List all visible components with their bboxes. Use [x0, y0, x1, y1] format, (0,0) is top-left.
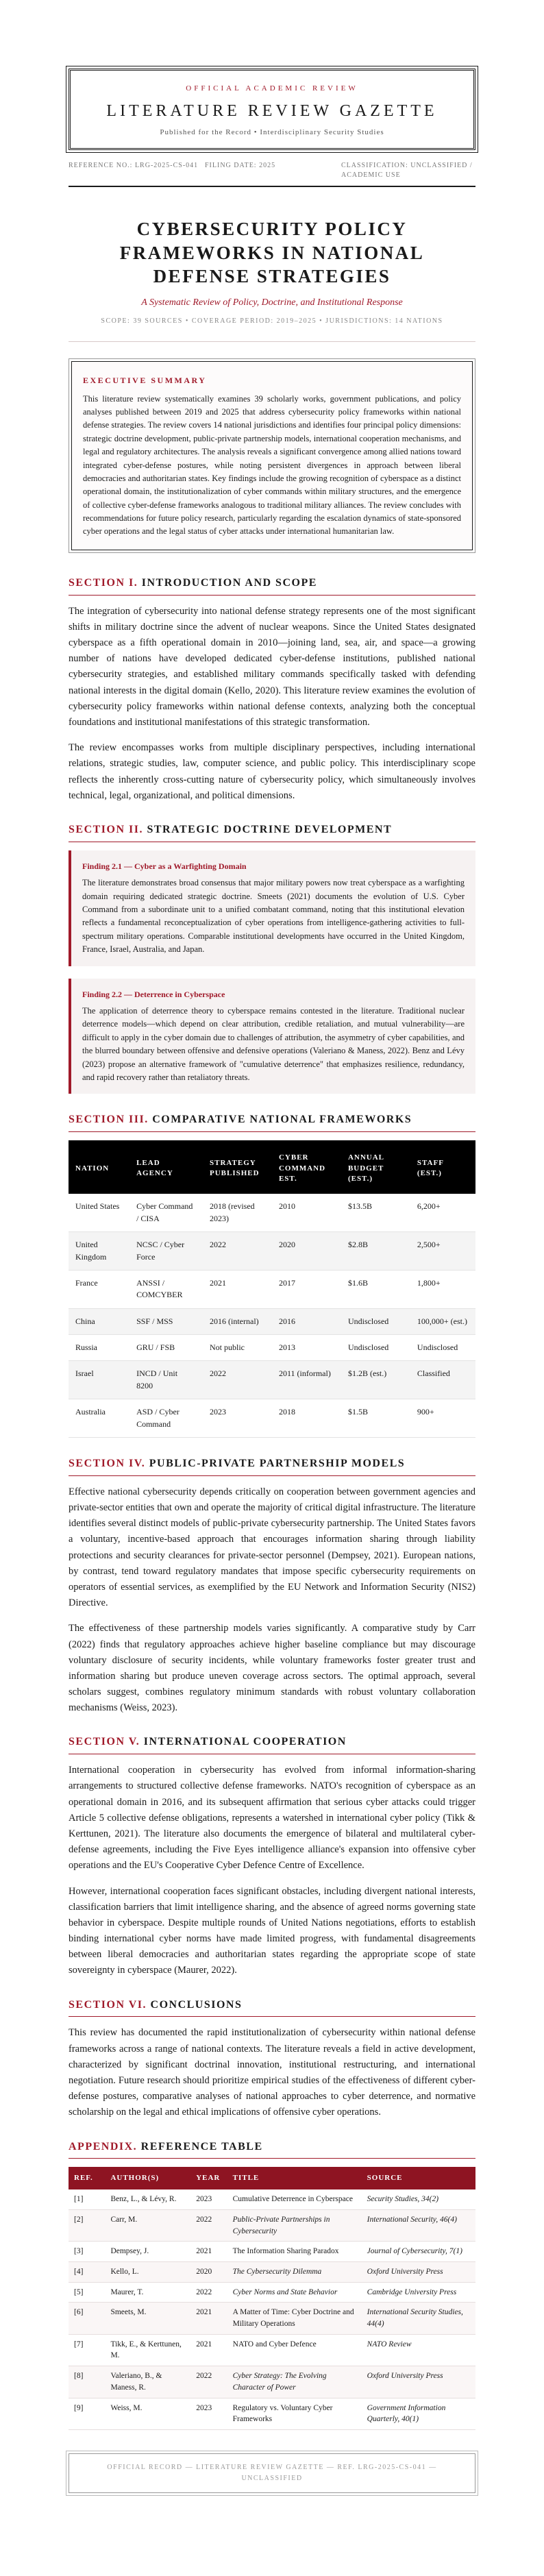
finding-text: The literature demonstrates broad consensus that major military powers now treat cyberspace as a warfighting domain requiring dedicated strategic doctrine. Smeets (2021) documents the evolution of U.S. Cyber Command from a subordinate unit to a unified combatant command, noting that this institutional elevation reflects a fundamental reconceptualization of cyber operations from intelligence-gathering activities to full-spectrum military operations. Comparable institutional developments have occurred in the United Kingdom, France, Israel, Australia, and Japan. — [82, 878, 465, 955]
table-cell: Israel — [69, 1361, 129, 1399]
table-row — [69, 2334, 475, 2366]
section-public-private — [69, 1456, 475, 1716]
table-cell: 2020 — [190, 2262, 227, 2283]
table-cell: 2023 — [190, 2398, 227, 2429]
table-cell: Regulatory vs. Voluntary Cyber Frameworks — [227, 2398, 362, 2429]
masthead — [69, 69, 475, 150]
table-cell: $1.6B — [341, 1270, 410, 1308]
table-cell: Dempsey, J. — [105, 2242, 190, 2262]
column-header: ANNUAL BUDGET (EST.) — [341, 1140, 410, 1194]
section-number: SECTION VI. — [69, 1998, 147, 2011]
table-row — [69, 1361, 475, 1399]
table-cell: Maurer, T. — [105, 2282, 190, 2303]
table-cell: Tikk, E., & Kerttunen, M. — [105, 2334, 190, 2366]
table-row — [69, 1270, 475, 1308]
table-cell: 2022 — [203, 1232, 272, 1271]
section-title: STRATEGIC DOCTRINE DEVELOPMENT — [147, 823, 393, 835]
table-cell: ASD / Cyber Command — [129, 1399, 203, 1438]
table-cell: Classified — [410, 1361, 475, 1399]
table-cell: NATO Review — [362, 2334, 475, 2366]
section-reference-table — [69, 2139, 475, 2430]
section-title: INTERNATIONAL COOPERATION — [143, 1736, 347, 1748]
table-cell: [7] — [69, 2334, 105, 2366]
section-number: SECTION V. — [69, 1736, 140, 1748]
section-number: SECTION II. — [69, 823, 143, 835]
national-frameworks-table — [69, 1140, 475, 1438]
table-cell: [3] — [69, 2242, 105, 2262]
page-title: CYBERSECURITY POLICY FRAMEWORKS IN NATIONAL DEFENSE STRATEGIES — [119, 219, 425, 287]
section-number: SECTION I. — [69, 576, 138, 589]
table-cell: France — [69, 1270, 129, 1308]
table-row — [69, 1308, 475, 1334]
table-cell: NATO and Cyber Defence — [227, 2334, 362, 2366]
table-cell: $1.5B — [341, 1399, 410, 1438]
paragraph: Effective national cybersecurity depends critically on cooperation between government agencies and private-sector entities that own and operate the majority of critical digital infrastructure. The literature identifies several distinct models of public-private cybersecurity partnership. The United States favors a voluntary, incentive-based approach that encourages information sharing through liability protections and security clearances for private-sector personnel (Dempsey, 2021). European nations, by contrast, tend toward regulatory mandates that impose specific cybersecurity requirements on operators of essential services, as exemplified by the EU Network and Information Security (NIS2) Directive. — [69, 1486, 475, 1609]
section-international-cooperation — [69, 1734, 475, 1978]
table-cell: $2.8B — [341, 1232, 410, 1271]
section-number: APPENDIX. — [69, 2140, 138, 2152]
table-cell: Public-Private Partnerships in Cybersecurity — [227, 2210, 362, 2242]
table-cell: Australia — [69, 1399, 129, 1438]
table-cell: 900+ — [410, 1399, 475, 1438]
table-cell: Government Information Quarterly, 40(1) — [362, 2398, 475, 2429]
table-cell: $1.2B (est.) — [341, 1361, 410, 1399]
table-cell: Weiss, M. — [105, 2398, 190, 2429]
table-cell: Benz, L., & Lévy, R. — [105, 2189, 190, 2209]
table-cell: 2,500+ — [410, 1232, 475, 1271]
classification: CLASSIFICATION: UNCLASSIFIED / ACADEMIC USE — [341, 162, 473, 180]
reference-number: REFERENCE NO.: LRG-2025-CS-041 — [69, 162, 199, 170]
table-cell: 2020 — [272, 1232, 341, 1271]
column-header: NATION — [69, 1140, 129, 1194]
executive-summary-text: This literature review systematically examines 39 scholarly works, government publications, and policy analyses published between 2019 and 2025 that address cybersecurity policy frameworks within national defense strategies. The review covers 14 national jurisdictions and identifies four principal policy dimensions: strategic doctrine development, public-private partnership models, international cooperation mechanisms, and legal and regulatory architectures. The analysis reveals a significant convergence among allied nations toward integrated cyber-defense postures, while noting persistent divergences in approach between liberal democracies and authoritarian states. Key findings include the growing recognition of cyberspace as a distinct operational domain, the institutionalization of cyber commands within military structures, and the emergence of collective cyber-defense frameworks analogous to traditional military alliances. The review concludes with recommendations for future policy research, particularly regarding the escalation dynamics of state-sponsored cyber operations and the legal status of cyber attacks under international humanitarian law. — [83, 393, 461, 537]
table-cell: The Information Sharing Paradox — [227, 2242, 362, 2262]
section-heading — [69, 1456, 475, 1476]
section-heading — [69, 1734, 475, 1754]
column-header: LEAD AGENCY — [129, 1140, 203, 1194]
section-title: CONCLUSIONS — [150, 1998, 243, 2011]
page-subtitle: A Systematic Review of Policy, Doctrine, and Institutional Response — [141, 297, 403, 308]
column-header: TITLE — [227, 2167, 362, 2189]
finding-title: Finding 2.1 — Cyber as a Warfighting Domain — [82, 861, 247, 871]
table-cell: 2016 — [272, 1308, 341, 1334]
table-cell: [1] — [69, 2189, 105, 2209]
section-title: COMPARATIVE NATIONAL FRAMEWORKS — [152, 1114, 412, 1126]
table-row — [69, 1194, 475, 1231]
table-cell: Cyber Strategy: The Evolving Character of Power — [227, 2366, 362, 2398]
table-cell: Cyber Norms and State Behavior — [227, 2282, 362, 2303]
table-cell: ANSSI / COMCYBER — [129, 1270, 203, 1308]
section-conclusions — [69, 1997, 475, 2121]
table-cell: Cyber Command / CISA — [129, 1194, 203, 1231]
table-cell: Smeets, M. — [105, 2303, 190, 2334]
section-introduction — [69, 575, 475, 804]
column-header: AUTHOR(S) — [105, 2167, 190, 2189]
title-block — [69, 187, 475, 342]
paragraph: The integration of cybersecurity into national defense strategy represents one of the most significant shifts in military doctrine since the advent of nuclear weapons. Since the United States designated cyberspace as a fifth operational domain in 2010—joining land, sea, air, and space—a growing number of nations have developed dedicated cyber-defense institutions, published national cybersecurity strategies, and established military commands specifically tasked with defending national interests in the digital domain (Kello, 2020). This literature review examines the evolution of cybersecurity policy frameworks within national defense contexts, analyzing both the conceptual foundations and institutional manifestations of this strategic transformation. — [69, 605, 475, 728]
table-row — [69, 2303, 475, 2334]
table-cell: Oxford University Press — [362, 2366, 475, 2398]
finding-text: The application of deterrence theory to cyberspace remains contested in the literature. Traditional nuclear deterrence models—which depend on clear attribution, credible retaliation, and mutual vulnerability—are difficult to apply in the cyber domain due to challenges of attribution, the asymmetry of cyber capabilities, and the blurred boundary between offensive and defensive operations (Valeriano & Maness, 2022). Benz and Lévy (2023) propose an alternative framework of "cumulative deterrence" that emphasizes resilience, redundancy, and rapid recovery rather than retaliatory threats. — [82, 1006, 465, 1082]
table-cell: China — [69, 1308, 129, 1334]
table-cell: United States — [69, 1194, 129, 1231]
paragraph: International cooperation in cybersecurity has evolved from informal information-sharing arrangements to structured collective defense frameworks. NATO's recognition of cyberspace as an operational domain in 2016, and its subsequent affirmation that serious cyber attacks could trigger Article 5 collective defense obligations, represents a watershed in international cyber policy (Tikk & Kerttunen, 2021). The literature also documents the emergence of bilateral and multilateral cyber-defense agreements, including the Five Eyes intelligence alliance's expansion into offensive cyber operations and the EU's Cooperative Cyber Defence Centre of Excellence. — [69, 1765, 475, 1872]
table-cell: 2022 — [203, 1361, 272, 1399]
executive-summary — [71, 361, 473, 550]
table-cell: Undisclosed — [341, 1335, 410, 1361]
paragraph: The effectiveness of these partnership models varies significantly. A comparative study by Carr (2022) finds that regulatory approaches achieve higher baseline compliance but may discourage voluntary disclosure of security incidents, while voluntary frameworks foster greater trust and information sharing but produce uneven coverage across sectors. The optimal approach, several scholars suggest, combines regulatory minimum standards with robust voluntary collaboration mechanisms (Weiss, 2023). — [69, 1623, 475, 1714]
table-cell: [2] — [69, 2210, 105, 2242]
section-strategic-doctrine — [69, 822, 475, 1094]
table-cell: 2021 — [190, 2242, 227, 2262]
table-cell: International Security Studies, 44(4) — [362, 2303, 475, 2334]
table-cell: Kello, L. — [105, 2262, 190, 2283]
table-header-row — [69, 2167, 475, 2189]
column-header: CYBER COMMAND EST. — [272, 1140, 341, 1194]
table-cell: Carr, M. — [105, 2210, 190, 2242]
table-cell: INCD / Unit 8200 — [129, 1361, 203, 1399]
meta-row — [69, 156, 475, 187]
table-cell: A Matter of Time: Cyber Doctrine and Military Operations — [227, 2303, 362, 2334]
table-cell: Oxford University Press — [362, 2262, 475, 2283]
paragraph: However, international cooperation faces significant obstacles, including divergent national interests, classification barriers that limit intelligence sharing, and the absence of agreed norms governing state behavior in cyberspace. Despite multiple rounds of United Nations negotiations, efforts to establish binding international cyber norms have made limited progress, with fundamental disagreements between liberal democracies and authoritarian states regarding the appropriate scope of state sovereignty in cyberspace (Maurer, 2022). — [69, 1885, 475, 1976]
table-cell: Cumulative Deterrence in Cyberspace — [227, 2189, 362, 2209]
table-cell: United Kingdom — [69, 1232, 129, 1271]
table-cell: NCSC / Cyber Force — [129, 1232, 203, 1271]
table-cell: 2021 — [190, 2303, 227, 2334]
table-row — [69, 2366, 475, 2398]
scope-line: SCOPE: 39 SOURCES • COVERAGE PERIOD: 2019–2025 • JURISDICTIONS: 14 NATIONS — [101, 317, 443, 325]
table-cell: Valeriano, B., & Maness, R. — [105, 2366, 190, 2398]
table-row — [69, 2242, 475, 2262]
section-title: REFERENCE TABLE — [140, 2140, 263, 2152]
column-header: SOURCE — [362, 2167, 475, 2189]
section-number: SECTION IV. — [69, 1458, 146, 1470]
footer: OFFICIAL RECORD — LITERATURE REVIEW GAZETTE — REF. LRG-2025-CS-041 — UNCLASSIFIED — [69, 2453, 475, 2493]
section-title: INTRODUCTION AND SCOPE — [141, 576, 317, 589]
table-cell: Security Studies, 34(2) — [362, 2189, 475, 2209]
table-cell: 2011 (informal) — [272, 1361, 341, 1399]
table-cell: 6,200+ — [410, 1194, 475, 1231]
column-header: STAFF (EST.) — [410, 1140, 475, 1194]
executive-summary-heading: EXECUTIVE SUMMARY — [83, 376, 207, 386]
table-cell: 2010 — [272, 1194, 341, 1231]
table-row — [69, 2189, 475, 2209]
table-header-row — [69, 1140, 475, 1194]
masthead-kicker: OFFICIAL ACADEMIC REVIEW — [186, 84, 358, 93]
table-cell: 1,800+ — [410, 1270, 475, 1308]
finding-box — [69, 850, 475, 966]
table-row — [69, 2398, 475, 2429]
table-cell: $13.5B — [341, 1194, 410, 1231]
table-cell: SSF / MSS — [129, 1308, 203, 1334]
table-row — [69, 2210, 475, 2242]
masthead-subtitle: Published for the Record • Interdisciplinary Security Studies — [160, 128, 384, 137]
column-header: REF. — [69, 2167, 105, 2189]
section-heading — [69, 822, 475, 842]
section-heading — [69, 1112, 475, 1132]
table-cell: [9] — [69, 2398, 105, 2429]
table-row — [69, 1335, 475, 1361]
table-cell: [5] — [69, 2282, 105, 2303]
table-cell: 2016 (internal) — [203, 1308, 272, 1334]
table-row — [69, 2282, 475, 2303]
table-cell: [4] — [69, 2262, 105, 2283]
section-number: SECTION III. — [69, 1114, 149, 1126]
finding-box — [69, 979, 475, 1094]
table-cell: 2017 — [272, 1270, 341, 1308]
reference-table — [69, 2167, 475, 2429]
section-title: PUBLIC-PRIVATE PARTNERSHIP MODELS — [149, 1458, 406, 1470]
table-row — [69, 1399, 475, 1438]
masthead-title: LITERATURE REVIEW GAZETTE — [106, 102, 438, 121]
finding-title: Finding 2.2 — Deterrence in Cyberspace — [82, 989, 225, 999]
column-header: STRATEGY PUBLISHED — [203, 1140, 272, 1194]
paragraph: The review encompasses works from multiple disciplinary perspectives, including international relations, strategic studies, law, computer science, and public policy. This interdisciplinary scope reflects the inherently cross-cutting nature of cybersecurity policy, which simultaneously involves technical, legal, organizational, and political dimensions. — [69, 742, 475, 801]
table-cell: 2022 — [190, 2210, 227, 2242]
table-cell: Cambridge University Press — [362, 2282, 475, 2303]
section-heading — [69, 1997, 475, 2017]
table-cell: 2021 — [203, 1270, 272, 1308]
table-cell: The Cybersecurity Dilemma — [227, 2262, 362, 2283]
table-cell: 2018 — [272, 1399, 341, 1438]
table-cell: GRU / FSB — [129, 1335, 203, 1361]
table-cell: 2018 (revised 2023) — [203, 1194, 272, 1231]
table-cell: 2022 — [190, 2282, 227, 2303]
section-heading — [69, 575, 475, 596]
table-cell: 2023 — [190, 2189, 227, 2209]
section-heading — [69, 2139, 475, 2159]
filing-date: FILING DATE: 2025 — [204, 162, 276, 170]
table-cell: Undisclosed — [341, 1308, 410, 1334]
table-cell: 2022 — [190, 2366, 227, 2398]
table-cell: 100,000+ (est.) — [410, 1308, 475, 1334]
column-header: YEAR — [190, 2167, 227, 2189]
section-comparative-frameworks — [69, 1112, 475, 1438]
table-cell: Undisclosed — [410, 1335, 475, 1361]
table-cell: [8] — [69, 2366, 105, 2398]
table-row — [69, 2262, 475, 2283]
table-cell: [6] — [69, 2303, 105, 2334]
table-row — [69, 1232, 475, 1271]
table-cell: Not public — [203, 1335, 272, 1361]
paragraph: This review has documented the rapid institutionalization of cybersecurity within national defense frameworks across a range of national contexts. The literature reveals a field in active development, characterized by significant doctrinal innovation, institutional restructuring, and international negotiation. Future research should prioritize empirical studies of the effectiveness of different cyber-defense postures, comparative analyses of national approaches to cyber deterrence, and normative scholarship on the legal and ethical implications of offensive cyber operations. — [69, 2027, 475, 2118]
table-cell: Russia — [69, 1335, 129, 1361]
table-cell: 2023 — [203, 1399, 272, 1438]
table-cell: Journal of Cybersecurity, 7(1) — [362, 2242, 475, 2262]
table-cell: 2021 — [190, 2334, 227, 2366]
table-cell: International Security, 46(4) — [362, 2210, 475, 2242]
table-cell: 2013 — [272, 1335, 341, 1361]
